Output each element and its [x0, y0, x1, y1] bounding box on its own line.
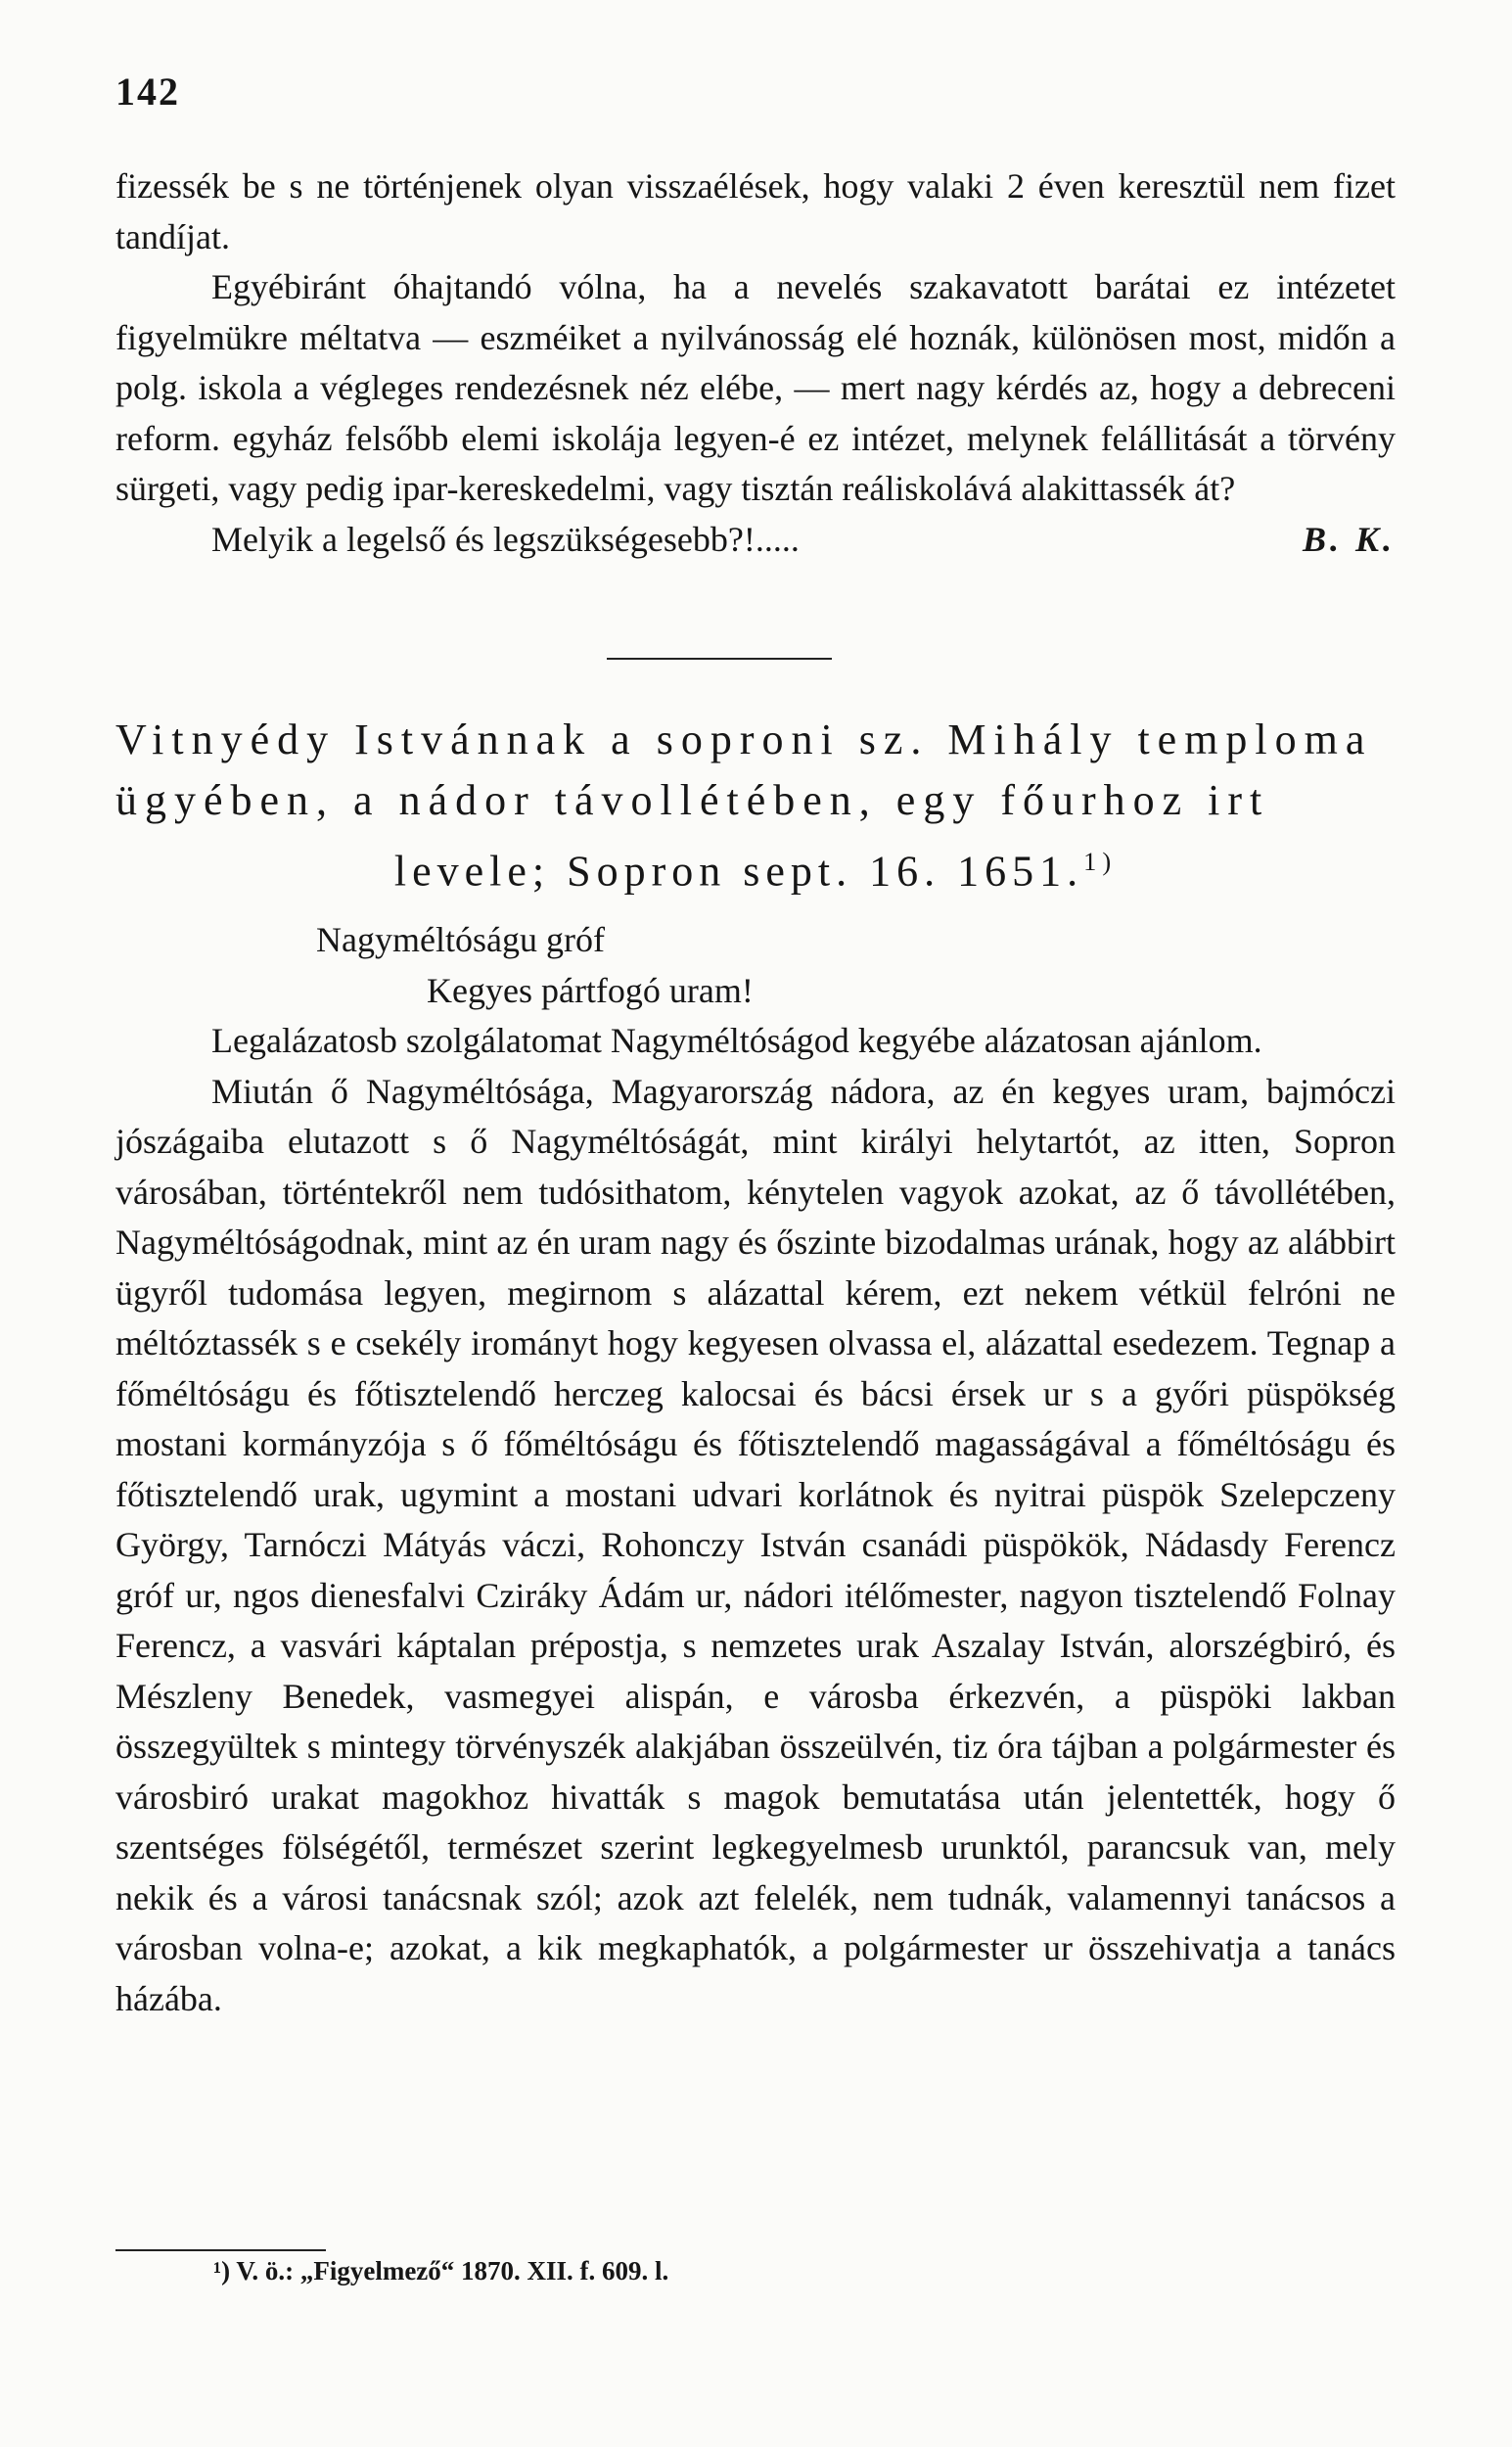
footnote-divider	[115, 2249, 326, 2251]
signoff-line	[115, 515, 1396, 566]
letter-body	[115, 915, 1396, 2024]
salutation-line-1: Nagyméltóságu gróf	[316, 920, 605, 959]
page-number: 142	[115, 69, 180, 114]
letter-closing-section	[115, 162, 1396, 565]
section-title	[115, 710, 1396, 902]
footnote: ¹) V. ö.: „Figyelmező“ 1870. XII. f. 609. l.	[213, 2256, 669, 2285]
closing-question: Melyik a legelső és legszükségesebb?!.....	[211, 519, 800, 559]
salutation-line-2: Kegyes pártfogó uram!	[427, 970, 754, 1010]
paragraph: Legalázatosb szolgálatomat Nagyméltóságod kegyébe alázatosan ajánlom.	[211, 1021, 1262, 1060]
paragraph: fizessék be s ne történjenek olyan visszaélések, hogy valaki 2 éven keresztül nem fizet tandíjat.	[115, 166, 1396, 256]
title-line-1: Vitnyédy Istvánnak a soproni sz. Mihály temploma	[115, 716, 1373, 763]
paragraph: Egyébiránt óhajtandó vólna, ha a nevelés szakavatott barátai ez intézetet figyelmükre méltatva — eszméiket a nyilvánosság elé hoznák, különösen most, midőn a polg. iskola a végleges rendezésnek néz elébe, — mert nagy kérdés az, hogy a debreceni reform. egyház felsőbb elemi iskolája legyen-é ez intézet, melynek felállitását a törvény sürgeti, vagy pedig ipar-kereskedelmi, vagy tisztán reáliskolává alakittassék át?	[115, 267, 1396, 508]
title-line-3: levele; Sopron sept. 16. 1651.$^{1)}$	[393, 847, 1118, 896]
section-divider	[607, 658, 832, 660]
author-signature: B. K.	[1302, 519, 1396, 559]
footnote-mark: 1)	[1083, 847, 1118, 876]
paragraph: Miután ő Nagyméltósága, Magyarország nádora, az én kegyes uram, bajmóczi jószágaiba elutazott s ő Nagyméltóságát, mint királyi helytartót, az itten, Sopron városában, történtekről nem tudósithatom, kénytelen vagyok azokat, az ő távollétében, Nagyméltóságodnak, mint az én uram nagy és őszinte bizodalmas urának, hogy az alábbirt ügyről tudomása legyen, megirnom s alázattal kérem, ezt nekem vétkül felróni ne méltóztassék s e csekély irományt hogy kegyesen olvassa el, alázattal esedezem. Tegnap a főméltóságu és főtisztelendő herczeg kalocsai és bácsi érsek ur s a győri püspökség mostani kormányzója s ő főméltóságu és főtisztelendő magasságával a főméltóságu és főtisztelendő urak, ugymint a mostani udvari korlátnok és nyitrai püspök Szelepczeny György, Tarnóczi Mátyás váczi, Rohonczy István csanádi püspökök, Nádasdy Ferencz gróf ur, ngos dienesfalvi Cziráky Ádám ur, nádori itélőmester, nagyon tisztelendő Folnay Ferencz, a vasvári káptalan prépostja, s nemzetes urak Aszalay István, alorszégbiró, és Mészleny Benedek, vasmegyei alispán, e városba érkezvén, a püspöki lakban összegyültek s mintegy törvényszék alakjában összeülvén, tiz óra tájban a polgármester és városbiró urakat magokhoz hivatták s magok bemutatása után jelentették, hogy ő szentséges fölségétől, természet szerint legkegyelmesb urunktól, parancsuk van, mely nekik és a városi tanácsnak szól; azok azt felelék, nem tudnák, valamennyi tanácsos a városban volna-e; azokat, a kik megkaphatók, a polgármester ur összehivatja a tanács házába.	[115, 1071, 1396, 2018]
title-line-2: ügyében, a nádor távollétében, egy főurhoz irt	[115, 776, 1270, 824]
